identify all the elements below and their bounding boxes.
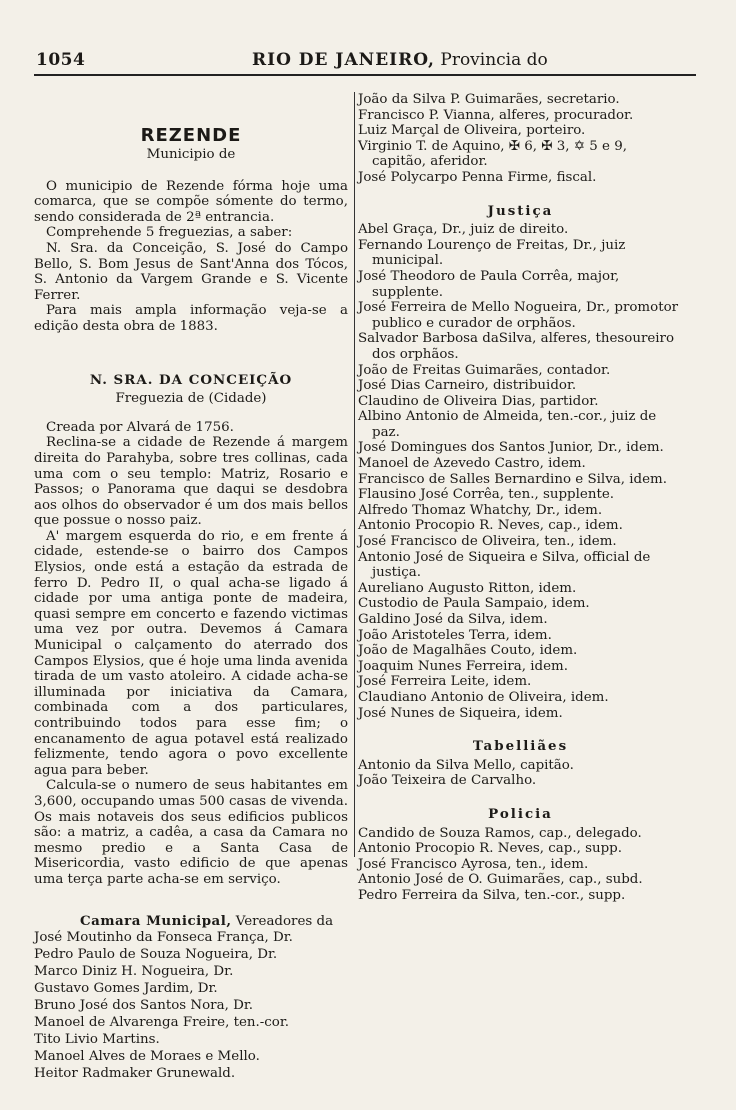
paragraph: Calcula-se o numero de seus habitantes em 3,600, occupando umas 500 casas de vivenda. Os mais notaveis dos seus edificios publicos são: a matriz, a cadêa, a casa da Camara no mesmo predio e a Santa Casa de Misericordia, vasto edificio de que apenas uma terça parte acha-se em serviço. — [34, 778, 348, 887]
list-item: José Domingues dos Santos Junior, Dr., idem. — [358, 440, 664, 456]
list-item: Galdino José da Silva, idem. — [358, 612, 548, 627]
list-item: Antonio Procopio R. Neves, cap., idem. — [358, 518, 623, 534]
list-item: Custodio de Paula Sampaio, idem. — [358, 596, 590, 612]
list-item: José Francisco Ayrosa, ten., idem. — [358, 856, 589, 872]
paragraph: Reclina-se a cidade de Rezende á margem direita do Parahyba, sobre tres collinas, cada uma com o seu templo: Matriz, Rosario e Passos; o Panorama que daqui se desdobra aos olhos do observador é um dos mais bellos que possue o nosso paiz. — [34, 435, 348, 529]
paragraph: A' margem esquerda do rio, e em frente á cidade, estende-se o bairro dos Campos Elysios, onde está a estação da estrada de ferro D. Pedro II, o qual acha-se ligado á cidade por uma antiga ponte de madeira, quasi sempre em concerto e fazendo victimas uma vez por outra. Devemos á Camara Municipal o calçamento do aterrado dos Campos Elysios, que é hoje uma linda avenida tirada de um vasto atoleiro. A cidade acha-se illuminada por iniciativa da Camara, combinada com a dos particulares, contribuindo todos para esse fim; o encanamento de agua potavel está realizado felizmente, tendo agora o povo excellente agua para beber. — [34, 528, 348, 778]
list-item: Pedro Paulo de Souza Nogueira, Dr. — [34, 947, 278, 963]
list-item: Antonio José de O. Guimarães, cap., subd. — [358, 872, 643, 888]
list-item: João de Magalhães Couto, idem. — [358, 643, 578, 659]
list-item: Heitor Radmaker Grunewald. — [34, 1066, 236, 1082]
list-item: José Theodoro de Paula Corrêa, major, supplente. — [358, 268, 620, 300]
right-column — [358, 92, 683, 904]
list-item: Claudiano Antonio de Oliveira, idem. — [358, 689, 609, 705]
paragraph: N. Sra. da Conceição, S. José do Campo Bello, S. Bom Jesus de Sant'Anna dos Tócos, S. Antonio da Vargem Grande e S. Vicente Ferrer. — [34, 240, 348, 303]
list-item: João Teixeira de Carvalho. — [358, 773, 537, 789]
parish-heading: N. SRA. DA CONCEIÇÃO — [89, 371, 293, 388]
list-item: Virginio T. de Aquino, ✠ 6, ✠ 3, ✡ 5 e 9, capitão, aferidor. — [358, 138, 628, 170]
list-item: Joaquim Nunes Ferreira, idem. — [358, 658, 568, 674]
header-rule — [34, 74, 696, 76]
column-divider — [354, 92, 355, 857]
policia-heading: Policia — [488, 805, 553, 822]
list-item: João da Silva P. Guimarães, secretario. — [358, 92, 620, 107]
list-item: José Polycarpo Penna Firme, fiscal. — [358, 169, 597, 185]
list-item: Manoel Alves de Moraes e Mello. — [34, 1049, 260, 1065]
list-item: Francisco de Salles Bernardino e Silva, idem. — [358, 471, 667, 487]
list-item: Salvador Barbosa daSilva, alferes, thesoureiro dos orphãos. — [358, 331, 675, 362]
paragraph: Creada por Alvará de 1756. — [46, 419, 234, 435]
list-item: José Ferreira Leite, idem. — [358, 674, 532, 690]
list-item: Marco Diniz H. Nogueira, Dr. — [34, 964, 234, 980]
list-item: Manoel de Azevedo Castro, idem. — [358, 456, 586, 472]
list-item: Albino Antonio de Almeida, ten.-cor., juiz de paz. — [358, 409, 657, 440]
list-item: José Ferreira de Mello Nogueira, Dr., promotor publico e curador de orphãos. — [358, 300, 679, 331]
running-head-subtitle: Provincia do — [440, 50, 548, 70]
list-item: Flausino José Corrêa, ten., supplente. — [358, 487, 615, 503]
list-item: Candido de Souza Ramos, cap., delegado. — [358, 825, 642, 841]
camara-title: Camara Municipal, — [80, 912, 232, 929]
list-item: Gustavo Gomes Jardim, Dr. — [34, 981, 218, 997]
list-item: João Aristoteles Terra, idem. — [358, 627, 552, 643]
paragraph: Comprehende 5 freguezias, a saber: — [46, 225, 293, 241]
running-head-title: RIO DE JANEIRO, — [252, 50, 435, 70]
list-item: Fernando Lourenço de Freitas, Dr., juiz municipal. — [358, 237, 626, 269]
left-column — [34, 92, 348, 1082]
tabelliaes-heading: Tabelliães — [472, 738, 569, 755]
page-number: 1054 — [36, 50, 86, 70]
paragraph: Para mais ampla informação veja-se a edição desta obra de 1883. — [34, 303, 348, 334]
list-item: José Moutinho da Fonseca França, Dr. — [34, 930, 293, 946]
list-item: Aureliano Augusto Ritton, idem. — [358, 580, 577, 596]
list-item: Luiz Marçal de Oliveira, porteiro. — [358, 123, 586, 139]
list-item: Pedro Ferreira da Silva, ten.-cor., supp. — [358, 887, 626, 903]
list-item: Antonio da Silva Mello, capitão. — [358, 757, 574, 773]
list-item: Alfredo Thomaz Whatchy, Dr., idem. — [358, 502, 603, 518]
list-item: Tito Livio Martins. — [34, 1032, 160, 1048]
list-item: Antonio Procopio R. Neves, cap., supp. — [358, 841, 623, 857]
running-head — [252, 50, 548, 70]
camara-members — [34, 929, 348, 1082]
list-item: José Dias Carneiro, distribuidor. — [358, 378, 577, 394]
camara-heading — [34, 914, 348, 930]
parish-subheading: Freguezia de (Cidade) — [115, 391, 267, 407]
section-subheading: Municipio de — [146, 147, 236, 162]
list-item: Antonio José de Siqueira e Silva, official de justiça. — [358, 549, 651, 581]
list-item: Bruno José dos Santos Nora, Dr. — [34, 998, 254, 1014]
section-heading: REZENDE — [140, 125, 242, 146]
list-item: José Nunes de Siqueira, idem. — [358, 705, 563, 721]
paragraph: O municipio de Rezende fórma hoje uma comarca, que se compõe sómente do termo, sendo considerada de 2ª entrancia. — [34, 178, 348, 225]
list-item: Claudino de Oliveira Dias, partidor. — [358, 393, 599, 409]
justica-heading: Justiça — [487, 202, 554, 219]
list-item: José Francisco de Oliveira, ten., idem. — [358, 534, 617, 550]
list-item: Manoel de Alvarenga Freire, ten.-cor. — [34, 1015, 290, 1031]
list-item: Abel Graça, Dr., juiz de direito. — [358, 222, 569, 238]
list-item: João de Freitas Guimarães, contador. — [358, 362, 611, 378]
list-item: Francisco P. Vianna, alferes, procurador. — [358, 107, 634, 123]
camara-suffix: Vereadores da — [235, 913, 334, 929]
